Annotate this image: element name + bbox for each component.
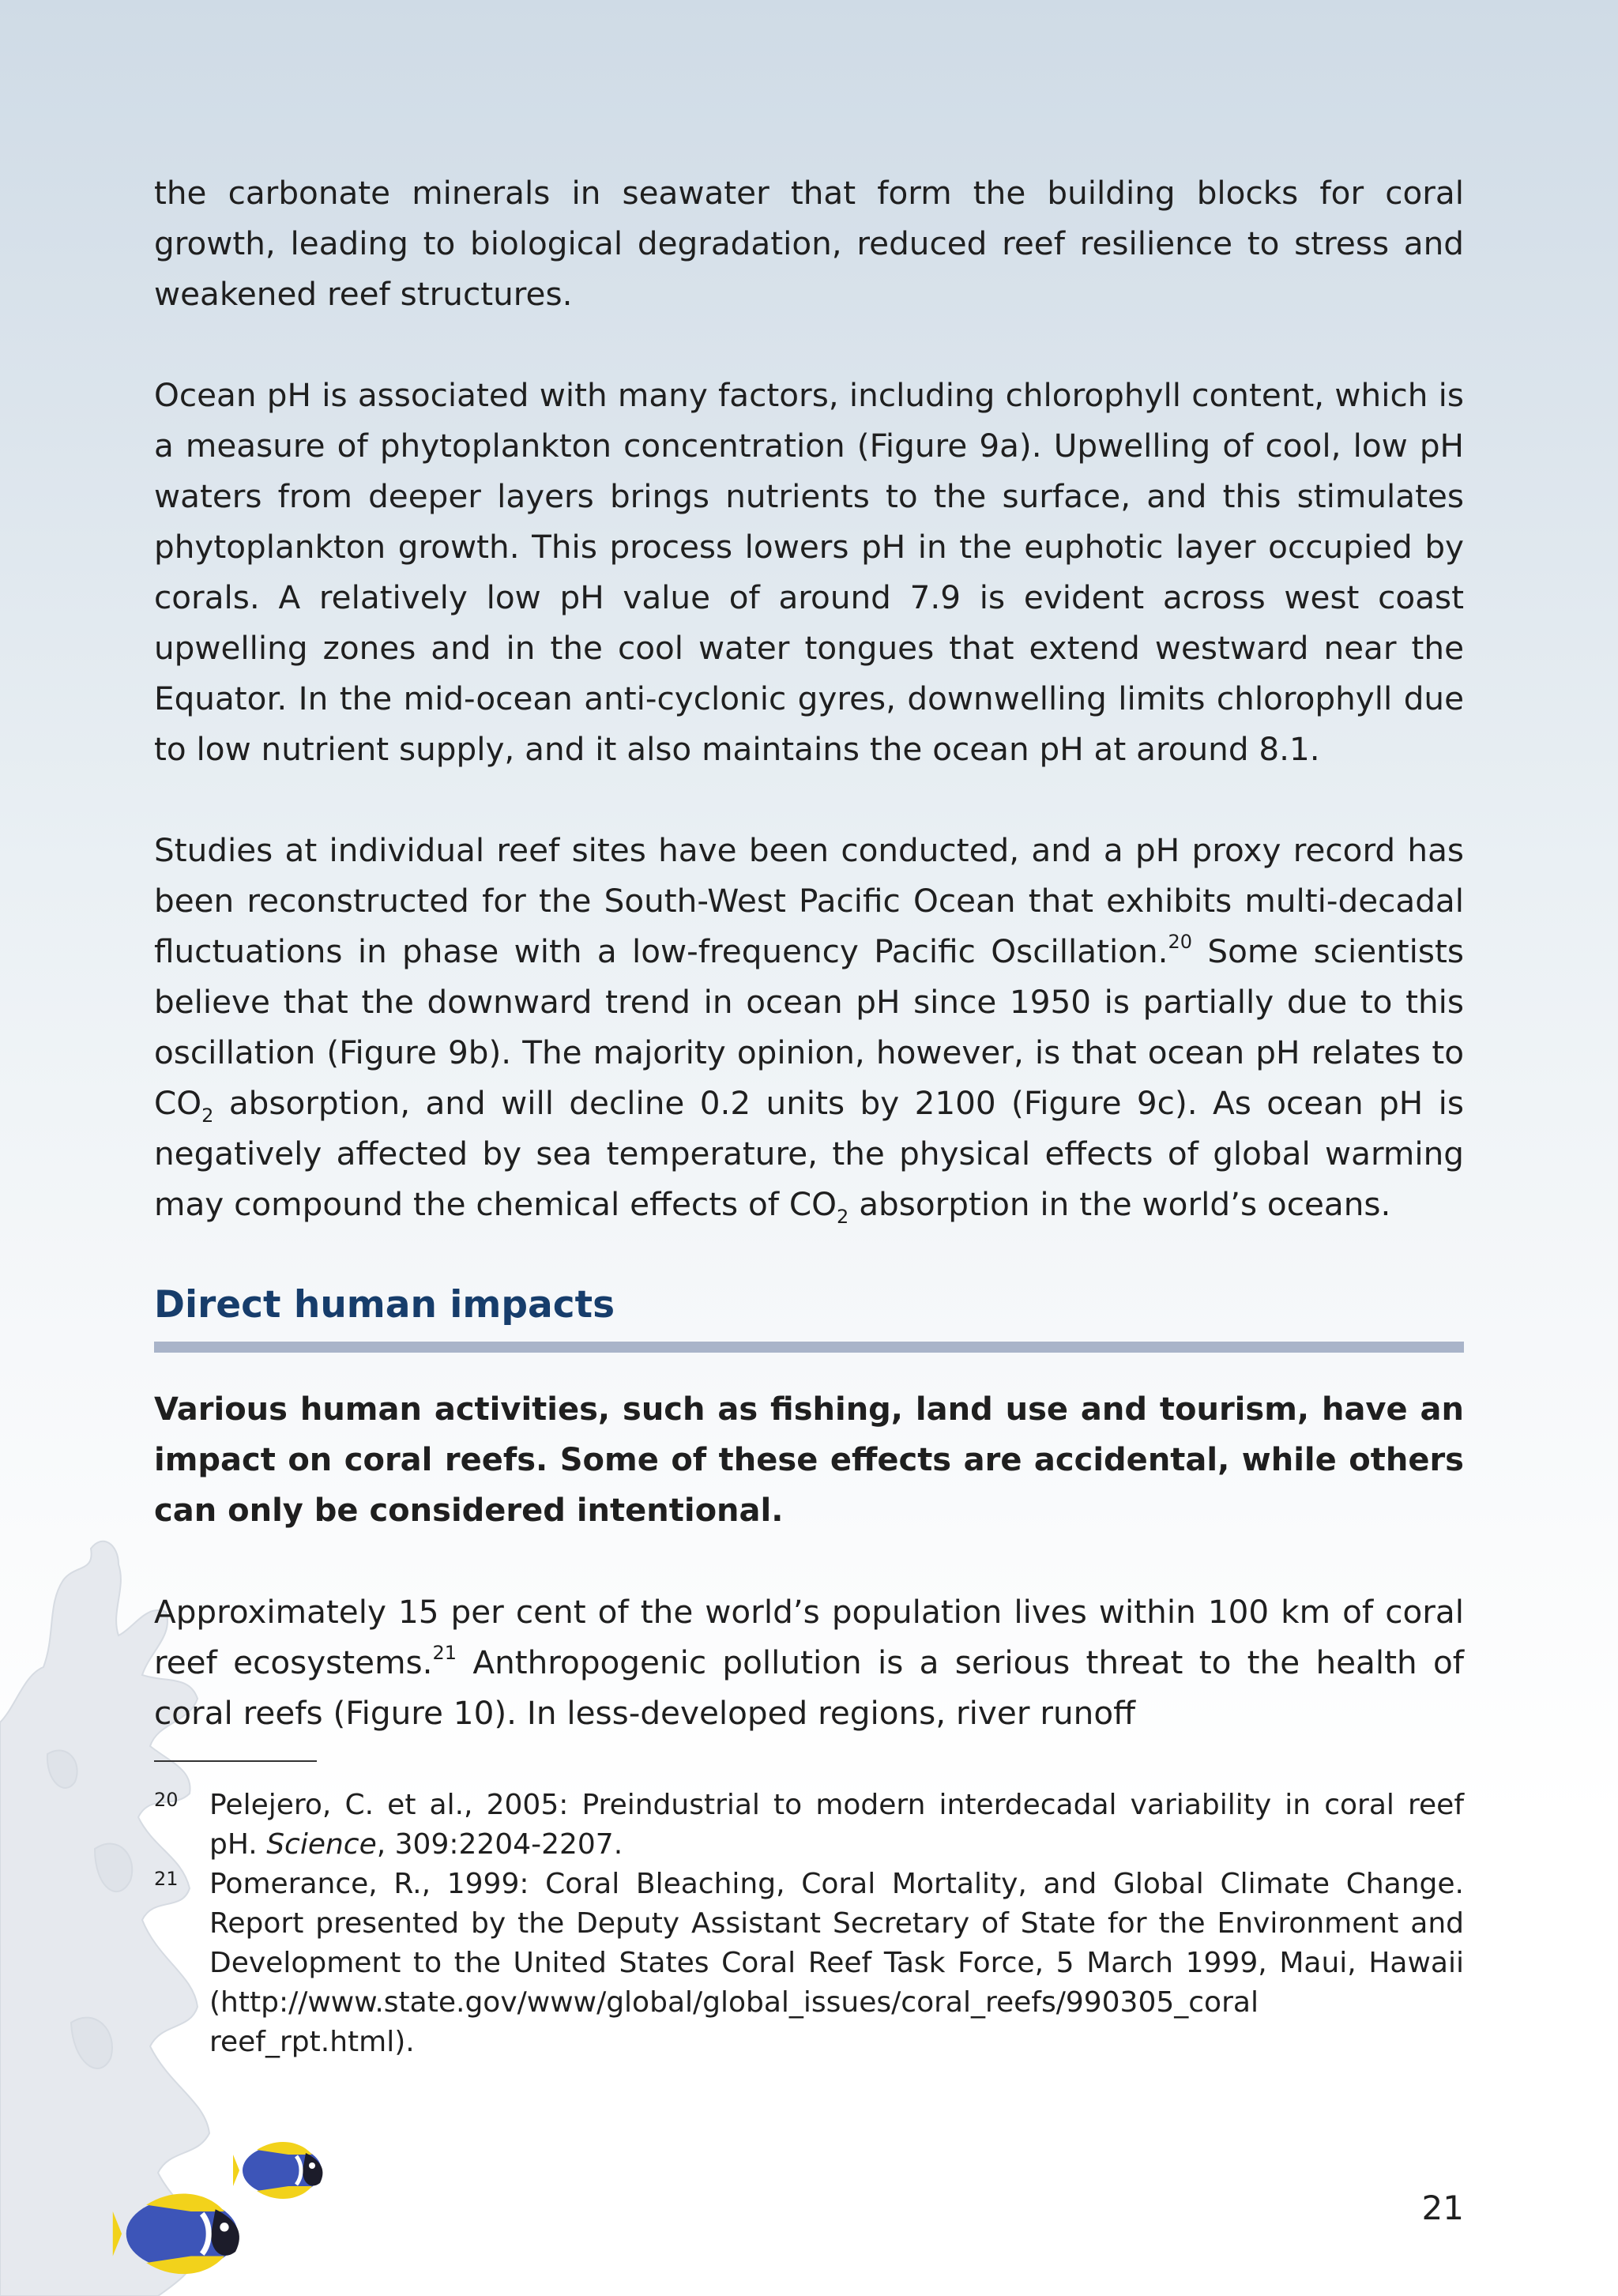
paragraph-studies	[154, 825, 1464, 1229]
footnote-journal: Science	[266, 1828, 377, 1861]
footnote-21	[154, 1865, 1464, 2062]
footnote-number: 21	[154, 1868, 179, 1890]
footnote-ref-21[interactable]: 21	[432, 1642, 457, 1664]
subscript-2: 2	[201, 1105, 214, 1127]
paragraph-population-text-b: Anthropogenic pollution is a serious threat to the health of coral reefs (Figure 10). In less-developed regions, river runoff	[154, 1643, 1464, 1732]
section-heading: Direct human impacts	[154, 1280, 1464, 1353]
paragraph-studies-text-c: absorption, and will decline 0.2 units by 2100 (Figure 9c). As ocean pH is negatively affected by sea temperature, the physical effects of global warming may compound the chemical effects of CO	[154, 1084, 1464, 1223]
fish-large-icon	[111, 2187, 249, 2282]
page-body	[154, 167, 1464, 2062]
paragraph-population	[154, 1586, 1464, 1738]
footnote-text	[209, 1786, 1464, 1865]
paragraph-population-text-a: Approximately 15 per cent of the world’s population lives within 100 km of coral reef ecosystems.	[154, 1593, 1464, 1681]
paragraph-ocean-ph: Ocean pH is associated with many factors, including chlorophyll content, which is a measure of phytoplankton concentration (Figure 9a). Upwelling of cool, low pH waters from deeper layers brings nutrients to the surface, and this stimulates phytoplankton growth. This process lowers pH in the euphotic layer occupied by corals. A relatively low pH value of around 7.9 is evident across west coast upwelling zones and in the cool water tongues that extend westward near the Equator. In the mid-ocean anti-cyclonic gyres, downwelling limits chlorophyll due to low nutrient supply, and it also maintains the ocean pH at around 8.1.	[154, 376, 1464, 768]
footnote-text-b: , 309:2204-2207.	[376, 1828, 623, 1861]
paragraph-studies-text-b: Some scientists believe that the downward trend in ocean pH since 1950 is partially due to this oscillation (Figure 9b). The majority opinion, however, is that ocean pH relates to CO	[154, 932, 1464, 1122]
page-number: 21	[1421, 2189, 1464, 2227]
footnote-text: Pomerance, R., 1999: Coral Bleaching, Coral Mortality, and Global Climate Change. Report presented by the Deputy Assistant Secretary of State for the Environment and Development to the United States Coral Reef Task Force, 5 March 1999, Maui, Hawaii (http://www.state.gov/www/global/global_issues/coral_reefs/990305_coral reef_rpt.html).	[209, 1868, 1464, 2058]
paragraph-studies-text-d: absorption in the world’s oceans.	[849, 1185, 1391, 1223]
subscript-2: 2	[837, 1206, 849, 1228]
paragraph-carbonate: the carbonate minerals in seawater that form the building blocks for coral growth, leading to biological degradation, reduced reef resilience to stress and weakened reef structures.	[154, 174, 1464, 313]
paragraph-studies-text-a: Studies at individual reef sites have been conducted, and a pH proxy record has been reconstructed for the South-West Pacific Ocean that exhibits multi-decadal fluctuations in phase with a low-frequency Pacific Oscillation.	[154, 831, 1464, 970]
footnote-ref-20[interactable]: 20	[1168, 931, 1193, 953]
footnote-number: 20	[154, 1789, 179, 1811]
paragraph-intro-bold: Various human activities, such as fishing, land use and tourism, have an impact on coral reefs. Some of these effects are accidental, while others can only be considered intentional.	[154, 1391, 1464, 1529]
footnote-20	[154, 1786, 1464, 1865]
footnote-text-a: Pelejero, C. et al., 2005: Preindustrial to modern interdecadal variability in coral reef pH.	[209, 1789, 1464, 1861]
footnote-divider	[154, 1760, 317, 1762]
